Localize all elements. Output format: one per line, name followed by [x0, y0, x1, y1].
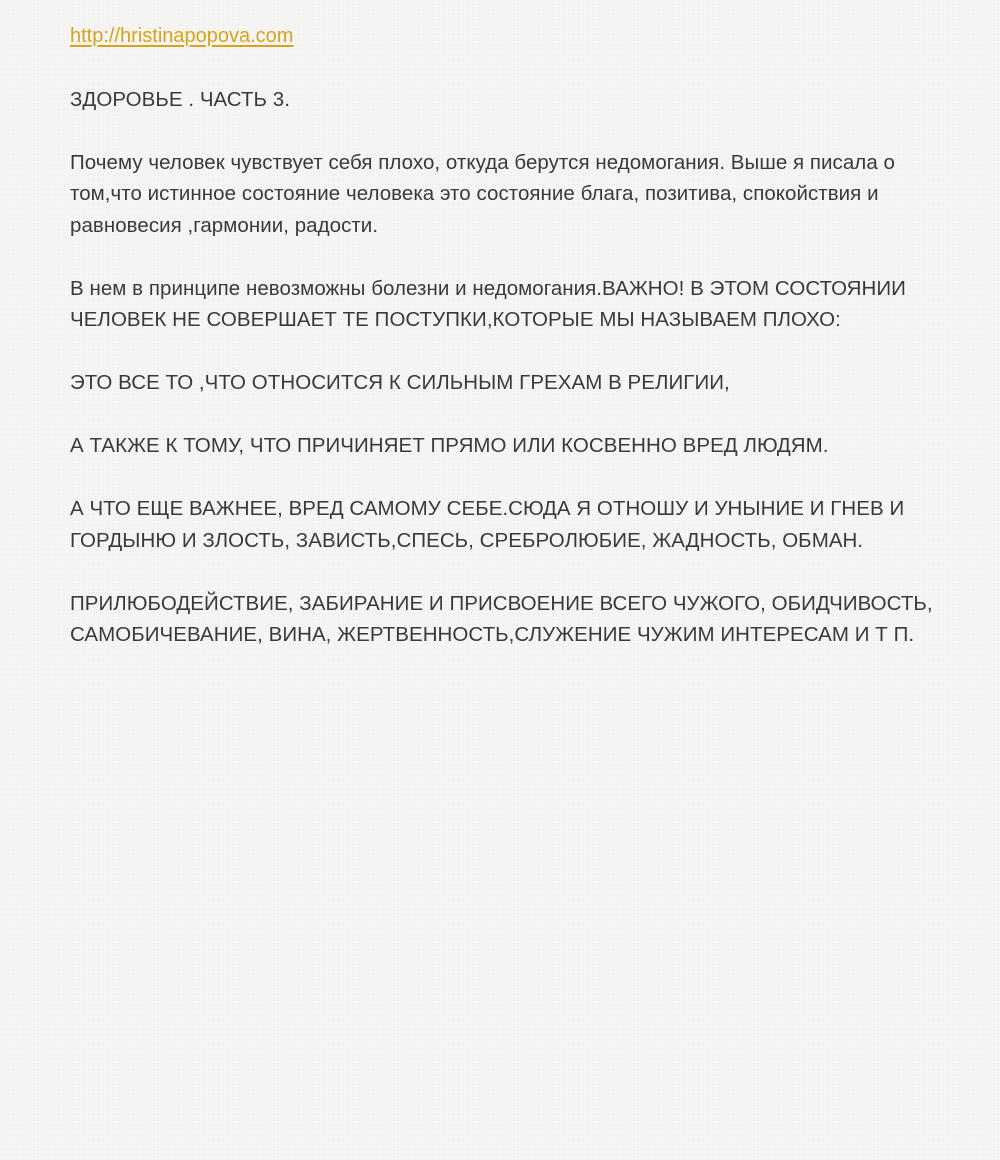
paragraph-4: А ТАКЖЕ К ТОМУ, ЧТО ПРИЧИНЯЕТ ПРЯМО ИЛИ КОСВЕННО ВРЕД ЛЮДЯМ. [70, 434, 829, 457]
paragraph-3: ЭТО ВСЕ ТО ,ЧТО ОТНОСИТСЯ К СИЛЬНЫМ ГРЕХАМ В РЕЛИГИИ, [70, 371, 730, 394]
blank-line [70, 336, 950, 368]
blank-line [70, 462, 950, 494]
website-link[interactable]: http://hristinapopova.com [70, 25, 294, 47]
paragraph-5: А ЧТО ЕЩЕ ВАЖНЕЕ, ВРЕД САМОМУ СЕБЕ.СЮДА Я ОТНОШУ И УНЫНИЕ И ГНЕВ И ГОРДЫНЮ И ЗЛОСТЬ, ЗАВИСТЬ,СПЕСЬ, СРЕБРОЛЮБИЕ, ЖАДНОСТЬ, ОБМАН. [70, 497, 905, 552]
blank-line [70, 115, 950, 147]
blank-line [70, 52, 950, 84]
blank-line [70, 399, 950, 431]
blank-line [70, 241, 950, 273]
paragraph-2: В нем в принципе невозможны болезни и недомогания.ВАЖНО! В ЭТОМ СОСТОЯНИИ ЧЕЛОВЕК НЕ СОВЕРШАЕТ ТЕ ПОСТУПКИ,КОТОРЫЕ МЫ НАЗЫВАЕМ ПЛОХО: [70, 276, 906, 331]
paragraph-6: ПРИЛЮБОДЕЙСТВИЕ, ЗАБИРАНИЕ И ПРИСВОЕНИЕ ВСЕГО ЧУЖОГО, ОБИДЧИВОСТЬ, САМОБИЧЕВАНИЕ, ВИНА, ЖЕРТВЕННОСТЬ,СЛУЖЕНИЕ ЧУЖИМ ИНТЕРЕСАМ И Т П. [70, 591, 933, 646]
note-body[interactable] [70, 20, 950, 651]
note-title: ЗДОРОВЬЕ . ЧАСТЬ 3. [70, 87, 290, 111]
paragraph-1: Почему человек чувствует себя плохо, откуда берутся недомогания. Выше я писала о том,что истинное состояние человека это состояние блага, позитива, спокойствия и равновесия ,гармонии, радости. [70, 150, 895, 237]
blank-line [70, 556, 950, 588]
